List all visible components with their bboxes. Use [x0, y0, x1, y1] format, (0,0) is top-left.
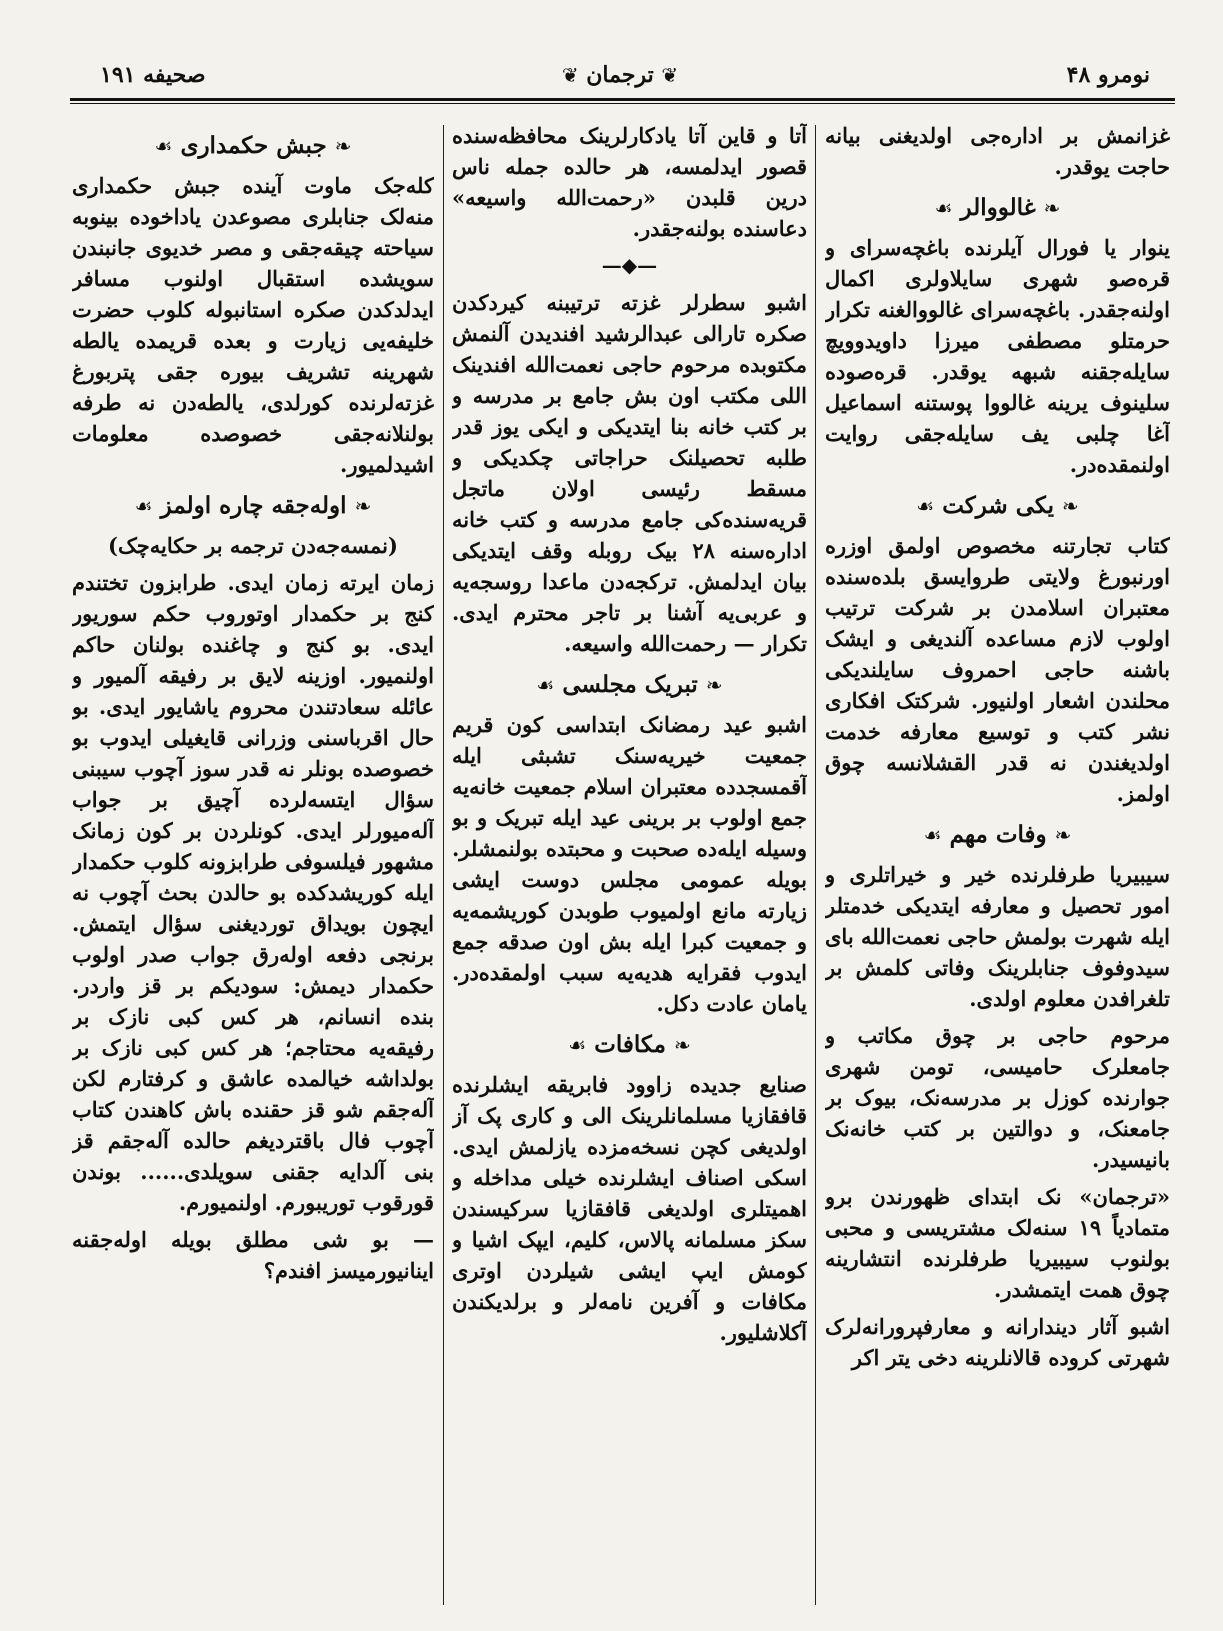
section-heading: [825, 819, 1170, 851]
divider-ornament-icon: —◆—: [601, 253, 658, 277]
heading-text: جبش حکمداری: [180, 132, 327, 159]
ornament-icon: ☙: [568, 1033, 587, 1057]
ornament-icon: ❦: [661, 63, 679, 87]
section-heading: [452, 669, 807, 701]
heading-text: وفات مهم: [949, 821, 1047, 848]
paragraph: «ترجمان» نک ابتدای ظهورندن برو متمادیاً ۱۹ سنەلک مشتریسی و محبی بولنوب سیبیریا طرفلرنده انتشارینه چوق همت ایتمشدر.: [825, 1184, 1170, 1302]
paragraph: کتاب تجارتنه مخصوص اولمق اوزره اورنبورغ ولایتی طروایسق بلدەسنده معتبران اسلامدن بر شرکت ترتیب اولوب لازم مساعده آلندیغی و ایشک باشنه حاجی احمروف سایلندیکی محلندن اشعار اولنیور. شرکتک افکاری نشر کتب و توسیع معارفه خدمت اولدیغندن نه قدر القشلانسه چوق اولمز.: [825, 533, 1170, 806]
newspaper-title: [70, 62, 1170, 88]
paragraph: صنایع جدیده زاوود فابریقه ایشلرنده قافقازیا مسلمانلرینک الی و کاری پک آز اولدیغی کچن نسخەمزده یازلمش ایدی. اسکی اصناف ایشلرنده خیلی مداخله و اهمیتلری اولدیغی قافقازیا سرکیسندن سکز مسلمانه پالاس، کلیم، ایپک اشیا و کومش ایپ ایشی شیلردن اوتری مکافات و آفرین نامەلر و برلدیکندن آکلاشلیور.: [452, 1072, 807, 1345]
right-column: [825, 120, 1170, 1610]
ornament-icon: ❧: [1054, 823, 1072, 847]
left-column: [72, 120, 434, 1610]
ornament-icon: ☙: [923, 823, 942, 847]
ornament-icon: ❧: [705, 673, 723, 697]
paragraph: سیبیریا طرفلرنده خیر و خیراتلری و امور تحصیل و معارفه ایتدیکی خدمتلر ایله شهرت بولمش حاجی نعمت‌الله بای سیدوفوف جنابلرینک وفاتی کلمش بر تلغرافدن معلوم اولدی.: [825, 862, 1170, 1011]
paragraph: مرحوم حاجی بر چوق مکاتب و جامعلرک حامیسی، تومن شهری جوارنده کوزل بر مدرسەنک، بیوک بر جامعنک، و دوالتین بر کتب خانەنک بانیسیدر.: [825, 1023, 1170, 1172]
ornament-icon: ☙: [154, 134, 173, 158]
paragraph: آتا و قاین آتا یادکارلرینک محافظەسنده قصور ایدلمسه، هر حالده جمله ناس درین قلبدن «رحمت‌الله واسیعه» دعاسنده بولنەجقدر.: [452, 123, 807, 241]
issue-number: نومرو ۴۸: [1066, 62, 1150, 88]
header-rule: [70, 98, 1175, 101]
middle-column: [452, 120, 807, 1610]
ornament-icon: ☙: [536, 673, 555, 697]
paragraph: — بو شی مطلق بویله اولەجقنه اینانیورمیسز افندم؟: [72, 1227, 434, 1283]
ornament-icon: ❧: [354, 494, 372, 518]
ornament-icon: ❧: [1061, 494, 1079, 518]
paragraph: ینوار یا فورال آیلرنده باغچەسرای و قرەصو شهری سایلاولری اکمال اولنەجقدر. باغچەسرای غالووالغنه تکرار حرمتلو مصطفی میرزا داویدوویچ سایلەجقنه شبهه یوقدر. قرەصوده سلینوف یرینه غالووا پوستنه اسماعیل آغا چلبی یف سایلەجقی روایت اولنمقدەدر.: [825, 235, 1170, 477]
heading-text: تبریک مجلسی: [562, 671, 698, 698]
section-heading: [452, 1029, 807, 1061]
heading-text: غالووالر: [960, 194, 1036, 221]
section-heading: [825, 192, 1170, 224]
paragraph: اشبو سطرلر غزته ترتیبنه کیردکدن صکره تارالی عبدالرشید افندیدن آلنمش مکتوبده مرحوم حاجی نعمت‌الله افندینک اللی مکتب اون بش جامع بر مدرسه و بر کتب خانه بنا ایتدیکی و ایکی یوز قدر طلبه تحصیلنک حراجاتی چکدیکی و مسقط رئیسی اولان ماتجل قریەسندەکی جامع مدرسه و کتب خانه ادارەسنه ۲۸ بیک روبله وقف ایتدیکی بیان ایدلمش. ترکجەدن ماعدا روسجەیه و عربی‌یه آشنا بر تاجر محترم ایدی. تکرار — رحمت‌الله واسیعه.: [452, 290, 807, 656]
newspaper-title-text: ترجمان: [586, 62, 654, 88]
ornament-icon: ❦: [561, 63, 579, 87]
paragraph: اشبو آثار دیندارانه و معارفپرورانەلرک شهرتی کروده قالانلرینه دخی یتر اکر: [825, 1314, 1170, 1370]
ornament-icon: ❧: [334, 134, 352, 158]
header-rule-thin: [70, 103, 1175, 104]
section-heading: [72, 130, 434, 162]
ornament-icon: ❧: [1043, 196, 1061, 220]
ornament-icon: ☙: [934, 196, 953, 220]
heading-text: مکافات: [594, 1031, 666, 1058]
paragraph: زمان ایرته زمان ایدی. طرابزون تختندم کنج بر حکمدار اوتوروب حکم سوریور ایدی. بو کنج و چاغنده بولنان حاکم اولنمیور. اوزینه لایق بر رفیقه آلمیور و عائله سعادتندن محروم یاشایور ایدی. بو حال اقرباسنی وزرانی قایغیلی ایدوب بو خصوصده بونلر نه قدر سوز آچوب سیبنی سؤال ایتسەلرده آچیق بر جواب آلەمیورلر ایدی. کونلردن بر کون زمانک مشهور فیلسوفی طرابزونه کلوب حکمدار ایله کوریشدکده بو حالدن بحث آچوب نه ایچون بویداق توردیغنی سؤال ایتمش. برنجی دفعه اولەرق جواب صدر اولوب حکمدار دیمش: سودیکم بر قز واردر. بنده انسانم، هر کس کبی نازک بر رفیقەیه محتاجم؛ هر کس کبی نازک بر بولداشه خیالمده عاشق و کرفتارم لکن آلەجقم شو قز حقنده باش کاهندن کتاب آچوب فال باقتردیغم حالده آلەجقم قز بنی آلدایه جقنی سویلدی...... بوندن قورقوب توریبورم. اولنمیورم.: [72, 570, 434, 1215]
paragraph: غزانمش بر ادارەجی اولدیغنی بیانه حاجت یوقدر.: [825, 123, 1170, 179]
heading-text: یکی شرکت: [942, 492, 1054, 519]
paragraph: کلەجک ماوت آینده جبش حکمداری منەلک جنابلری مصوعدن یاداخوده بینوبه سیاحته چیقەجقی و مصر خدیوی جانبندن سویشده استقبال اولنوب مسافر ایدلدکدن صکره استانبوله کلوب حضرت خلیفەیی زیارت و بعده قریمده یالطه شهرینه تشریف بیوره جقی پتربورغ غزتەلرنده کورلدی، یالطەدن نه طرفه بولنلانەجقی خصوصده معلومات اشیدلمیور.: [72, 173, 434, 477]
page-header: [70, 58, 1170, 94]
ornament-icon: ☙: [134, 494, 153, 518]
ornament-icon: ☙: [916, 494, 935, 518]
section-heading: [825, 490, 1170, 522]
subheading: (نمسەجەدن ترجمه بر حکایەچک): [108, 533, 398, 558]
column-divider: [815, 125, 816, 1605]
column-divider: [443, 125, 444, 1605]
ornament-icon: ❧: [673, 1033, 691, 1057]
heading-text: اولەجقه چاره اولمز: [160, 492, 347, 519]
paragraph: اشبو عید رمضانک ابتداسی کون قریم جمعیت خیریەسنک تشبثی ایله آقمسجدده معتبران اسلام جمعیت خانەیه جمع اولوب بر برینی عید ایله تبریک و بو وسیله ایلەده صحبت و محبتده بولنمشلر. بویله عمومی مجلس دوست ایشی زیارته مانع اولمیوب طوبدن کوریشمەیه و جمعیت کبرا ایله بش اون صدقه جمع ایدوب فقرایه هدیەیه سبب اولمقدەدر. یامان عادت دکل.: [452, 712, 807, 1016]
page-number: صحیفه ۱۹۱: [100, 62, 206, 88]
section-heading: [72, 490, 434, 522]
